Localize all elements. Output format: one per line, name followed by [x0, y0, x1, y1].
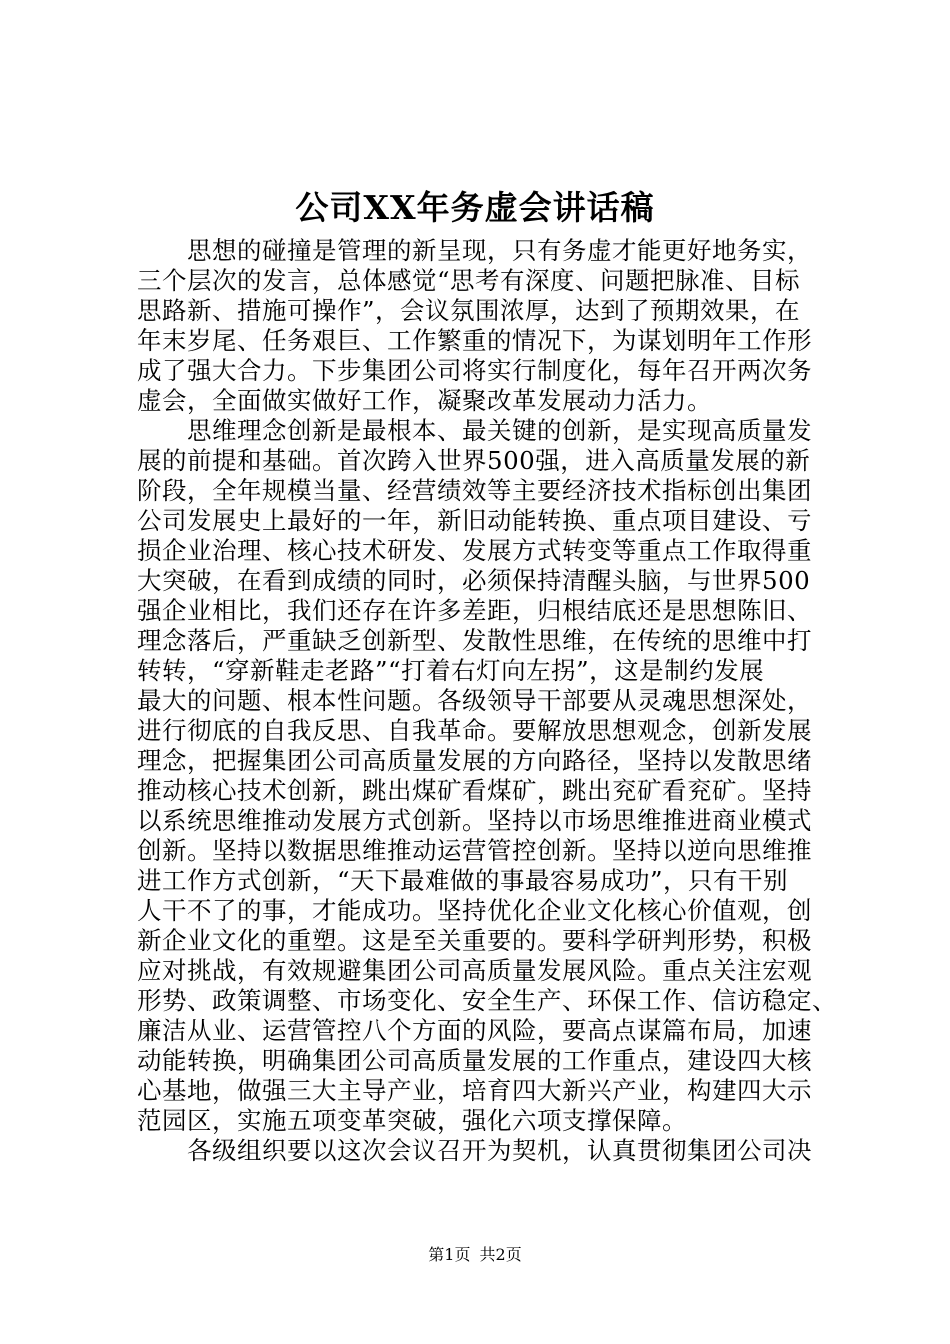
body-line: 公司发展史上最好的一年，新旧动能转换、重点项目建设、亏 — [137, 506, 812, 535]
page-total: 共2页 — [479, 1245, 522, 1264]
body-line: 阶段，全年规模当量、经营绩效等主要经济技术指标创出集团 — [137, 476, 812, 505]
body-line: 形势、政策调整、市场变化、安全生产、环保工作、信访稳定、 — [137, 986, 837, 1015]
document-title: 公司XX年务虚会讲话稿 — [295, 188, 655, 227]
body-line: 新企业文化的重塑。这是至关重要的。要科学研判形势，积极 — [137, 926, 812, 955]
body-line: 损企业治理、核心技术研发、发展方式转变等重点工作取得重 — [137, 536, 812, 565]
body-line: 人干不了的事，才能成功。坚持优化企业文化核心价值观，创 — [137, 896, 812, 925]
page-number: 第1页 — [428, 1245, 471, 1264]
body-line: 理念，把握集团公司高质量发展的方向路径，坚持以发散思绪 — [137, 746, 812, 775]
body-line: 范园区，实施五项变革突破，强化六项支撑保障。 — [137, 1106, 687, 1135]
body-line: 推动核心技术创新，跳出煤矿看煤矿，跳出兖矿看兖矿。坚持 — [137, 776, 812, 805]
body-line: 动能转换，明确集团公司高质量发展的工作重点，建设四大核 — [137, 1046, 812, 1075]
document-body — [137, 236, 837, 1166]
body-line: 思维理念创新是最根本、最关键的创新，是实现高质量发 — [137, 416, 812, 445]
body-line: 强企业相比，我们还存在许多差距，归根结底还是思想陈旧、 — [137, 596, 812, 625]
body-line: 进行彻底的自我反思、自我革命。要解放思想观念，创新发展 — [137, 716, 812, 745]
body-line: 年末岁尾、任务艰巨、工作繁重的情况下，为谋划明年工作形 — [137, 326, 812, 355]
body-line: 应对挑战，有效规避集团公司高质量发展风险。重点关注宏观 — [137, 956, 812, 985]
body-line: 进工作方式创新，“天下最难做的事最容易成功”，只有干别 — [137, 866, 789, 895]
body-line: 思想的碰撞是管理的新呈现，只有务虚才能更好地务实， — [137, 236, 812, 265]
page-footer — [0, 1243, 950, 1267]
body-line: 心基地，做强三大主导产业，培育四大新兴产业，构建四大示 — [137, 1076, 812, 1105]
body-line: 思路新、措施可操作”，会议氛围浓厚，达到了预期效果，在 — [137, 296, 801, 325]
body-line: 以系统思维推动发展方式创新。坚持以市场思维推进商业模式 — [137, 806, 812, 835]
body-line: 创新。坚持以数据思维推动运营管控创新。坚持以逆向思维推 — [137, 836, 812, 865]
body-line: 三个层次的发言，总体感觉“思考有深度、问题把脉准、目标 — [137, 266, 801, 295]
body-line: 展的前提和基础。首次跨入世界500强，进入高质量发展的新 — [137, 446, 811, 475]
body-line: 成了强大合力。下步集团公司将实行制度化，每年召开两次务 — [137, 356, 812, 385]
body-line: 廉洁从业、运营管控八个方面的风险，要高点谋篇布局，加速 — [137, 1016, 812, 1045]
body-line: 虚会，全面做实做好工作，凝聚改革发展动力活力。 — [137, 386, 712, 415]
body-line: 各级组织要以这次会议召开为契机，认真贯彻集团公司决 — [137, 1136, 812, 1165]
body-line: 大突破，在看到成绩的同时，必须保持清醒头脑，与世界500 — [137, 566, 811, 595]
body-line: 转转，“穿新鞋走老路”“打着右灯向左拐”，这是制约发展 — [137, 656, 765, 685]
body-line: 最大的问题、根本性问题。各级领导干部要从灵魂思想深处， — [137, 686, 812, 715]
body-line: 理念落后，严重缺乏创新型、发散性思维，在传统的思维中打 — [137, 626, 812, 655]
